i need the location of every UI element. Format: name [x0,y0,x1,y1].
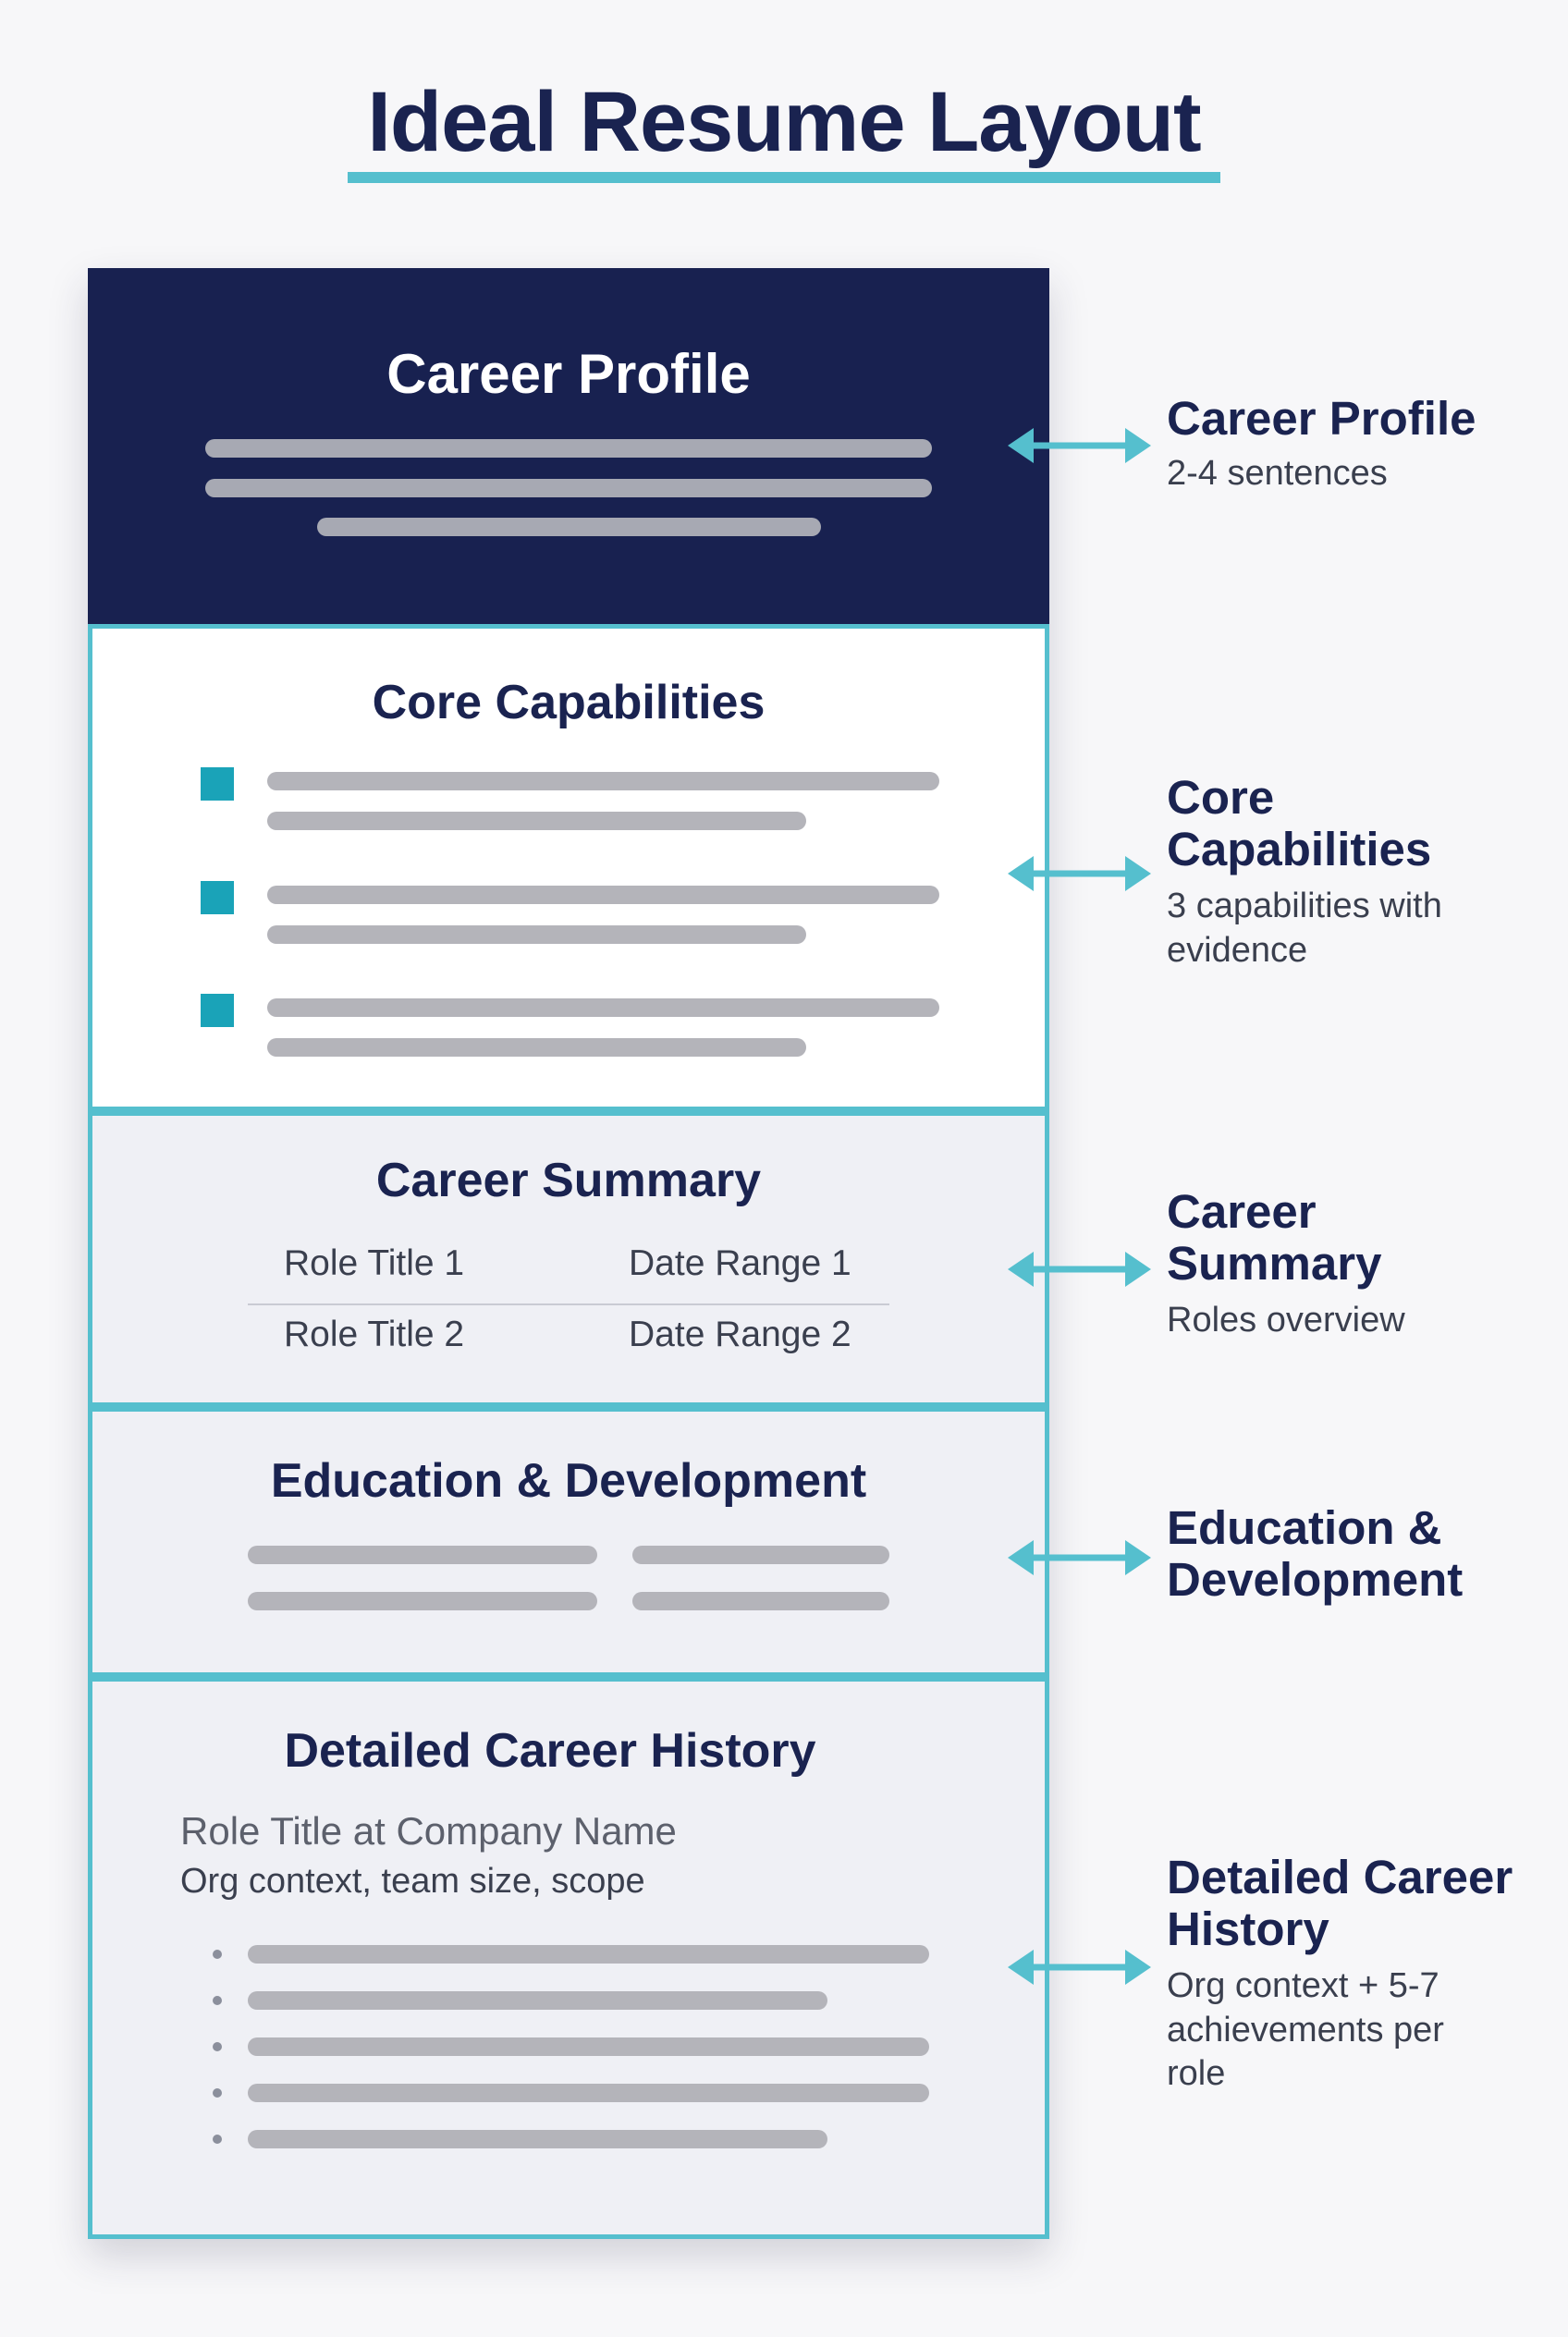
placeholder-line [632,1592,889,1610]
capability-bullet-square [201,767,234,801]
placeholder-line [248,1546,597,1564]
double-arrow-icon [1008,850,1151,897]
summary-date-1: Date Range 1 [629,1243,851,1283]
section-title-detailed-career-history: Detailed Career History [284,1724,816,1778]
capability-bullet-square [201,881,234,914]
annotation-title: Career Summary [1167,1185,1382,1291]
placeholder-line [205,439,932,458]
annotation-core-capabilities [1167,772,1481,973]
double-arrow-icon [1008,1944,1151,1990]
placeholder-line [267,772,939,790]
placeholder-line [267,925,806,944]
section-career-summary [88,1111,1049,1407]
section-detailed-career-history [88,1677,1049,2239]
placeholder-line [317,518,821,536]
summary-role-2: Role Title 2 [284,1315,465,1354]
double-arrow-icon [1008,1246,1151,1292]
double-arrow-icon [1008,422,1151,469]
annotation-title: Career Profile [1167,392,1476,445]
placeholder-line [248,2084,929,2102]
section-education-development [88,1407,1049,1677]
annotation-career-profile [1167,393,1537,496]
placeholder-line [267,812,806,830]
achievement-bullet-dot [213,1996,222,2005]
resume-document [88,268,1049,2239]
annotation-subtitle: Org context + 5-7 achievements per role [1167,1966,1444,2094]
annotation-title: Core Capabilities [1167,771,1432,876]
placeholder-line [248,2037,929,2056]
annotation-detailed-career-history [1167,1852,1555,2097]
annotation-title: Education & Development [1167,1501,1464,1607]
section-core-capabilities [88,624,1049,1111]
achievement-bullet-dot [213,2088,222,2098]
annotation-education-development [1167,1502,1518,1606]
section-career-profile [88,268,1049,624]
history-context-line: Org context, team size, scope [180,1862,645,1901]
summary-row-divider [248,1303,889,1305]
section-title-career-profile: Career Profile [386,343,751,405]
achievement-bullet-dot [213,2135,222,2144]
summary-role-1: Role Title 1 [284,1243,465,1283]
placeholder-line [267,998,939,1017]
placeholder-line [267,886,939,904]
placeholder-line [248,2130,827,2148]
page-title-wrap [0,74,1568,172]
annotation-subtitle: 2-4 sentences [1167,454,1388,494]
section-title-education-development: Education & Development [270,1454,867,1508]
annotation-title: Detailed Career History [1167,1851,1513,1956]
annotation-subtitle: 3 capabilities with evidence [1167,887,1442,970]
placeholder-line [248,1945,929,1964]
annotation-career-summary [1167,1186,1444,1343]
placeholder-line [248,1592,597,1610]
section-title-career-summary: Career Summary [375,1154,762,1207]
achievement-bullet-dot [213,1950,222,1959]
history-role-line: Role Title at Company Name [180,1809,677,1853]
placeholder-line [205,479,932,497]
page-title: Ideal Resume Layout [367,75,1201,169]
annotation-subtitle: Roles overview [1167,1301,1405,1340]
section-title-core-capabilities: Core Capabilities [372,676,766,729]
placeholder-line [267,1038,806,1057]
double-arrow-icon [1008,1535,1151,1581]
achievement-bullet-dot [213,2042,222,2051]
capability-bullet-square [201,994,234,1027]
summary-date-2: Date Range 2 [629,1315,851,1354]
placeholder-line [248,1991,827,2010]
placeholder-line [632,1546,889,1564]
title-underline [348,172,1220,183]
